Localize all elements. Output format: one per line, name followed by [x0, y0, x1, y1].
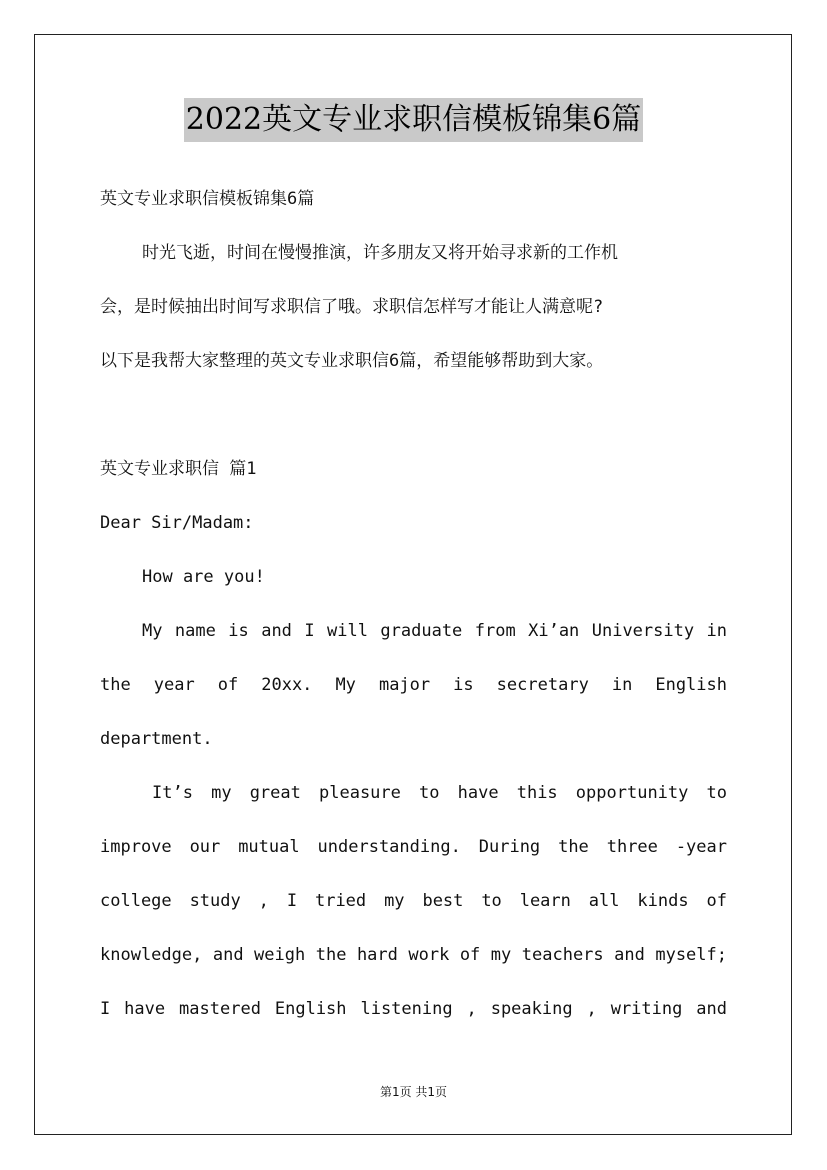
para2-line-3: college study , I tried my best to learn all kinds of: [100, 891, 727, 911]
title-wrap: [0, 98, 827, 142]
intro-line-3: 以下是我帮大家整理的英文专业求职信6篇，希望能够帮助到大家。: [100, 351, 604, 371]
intro-line-1: 时光飞逝，时间在慢慢推演，许多朋友又将开始寻求新的工作机: [142, 243, 618, 263]
para1-line-1: My name is and I will graduate from Xi’an University in: [142, 621, 727, 641]
para1-line-3: department.: [100, 729, 213, 749]
page-footer: 第1页 共1页: [379, 1085, 448, 1099]
subtitle: 英文专业求职信模板锦集6篇: [100, 189, 315, 209]
document-body: [100, 172, 727, 1036]
section-heading: 英文专业求职信 篇1: [100, 459, 257, 479]
para2-line-4: knowledge, and weigh the hard work of my teachers and myself;: [100, 945, 727, 965]
greeting: How are you!: [142, 567, 265, 587]
intro-line-2: 会，是时候抽出时间写求职信了哦。求职信怎样写才能让人满意呢?: [100, 297, 604, 317]
para2-line-1: It’s my great pleasure to have this opportunity to: [152, 783, 727, 803]
para1-line-2: the year of 20xx. My major is secretary in English: [100, 675, 727, 695]
para2-line-5: I have mastered English listening , speaking , writing and: [100, 999, 727, 1019]
document-title: 2022英文专业求职信模板锦集6篇: [184, 98, 643, 142]
spacer: [100, 388, 727, 442]
salutation: Dear Sir/Madam:: [100, 513, 254, 533]
para2-line-2: improve our mutual understanding. During the three -year: [100, 837, 727, 857]
